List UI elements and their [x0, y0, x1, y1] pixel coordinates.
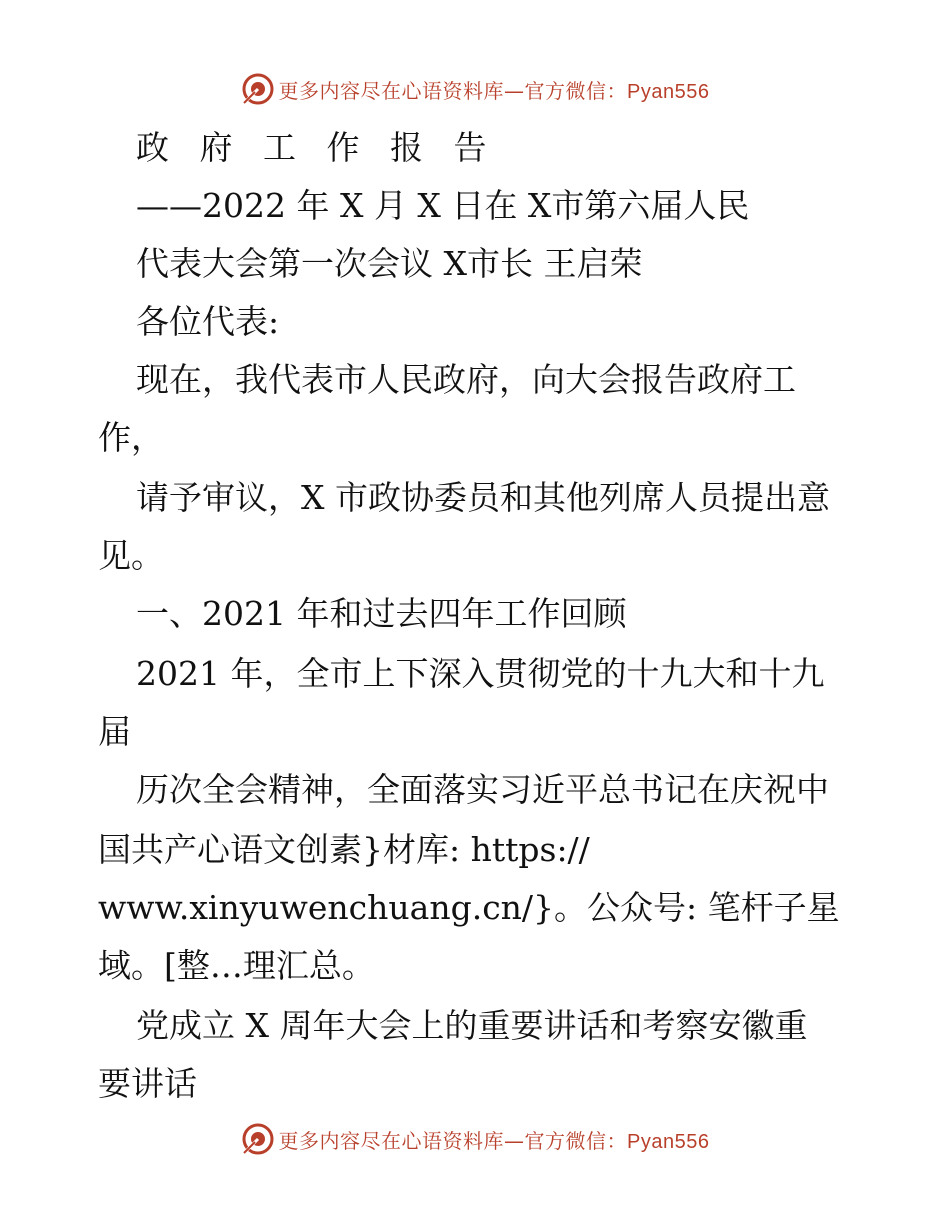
footer-banner: [0, 1122, 950, 1156]
document-subtitle-line-1: ——2022 年 X 月 X 日在 X市第六届人民: [136, 186, 750, 225]
paragraph-line: 请予审议，X 市政协委员和其他列席人员提出意: [136, 478, 830, 517]
paragraph-line: 域。[整…理汇总。: [98, 946, 375, 985]
paragraph-line: 历次全会精神，全面落实习近平总书记在庆祝中: [136, 770, 829, 809]
banner-wechat-handle: Pyan556: [627, 80, 710, 103]
paragraph-line: 要讲话: [98, 1064, 197, 1103]
paragraph-line: 2021 年，全市上下深入贯彻党的十九大和十九: [136, 654, 825, 693]
paragraph-line: 见。: [98, 536, 164, 575]
banner-wechat-label: 官方微信：: [524, 78, 628, 103]
paragraph-line: 作，: [98, 418, 164, 457]
banner-wechat-label: 官方微信：: [524, 1128, 628, 1153]
banner-dash: —: [504, 1128, 525, 1153]
document-subtitle-line-2: 代表大会第一次会议 X市长 王启荣: [136, 244, 643, 283]
paragraph-line: 届: [98, 712, 131, 751]
document-title: 政 府 工 作 报 告: [136, 128, 497, 167]
banner-dash: —: [504, 78, 525, 103]
banner-site-name: 更多内容尽在心语资料库: [278, 78, 505, 103]
pen-seal-logo-icon: [241, 1122, 275, 1156]
paragraph-line: 现在，我代表市人民政府，向大会报告政府工: [136, 360, 796, 399]
paragraph-line: 党成立 X 周年大会上的重要讲话和考察安徽重: [136, 1006, 808, 1045]
banner-text: [279, 1125, 710, 1154]
section-heading: 一、2021 年和过去四年工作回顾: [136, 594, 627, 633]
banner-text: [279, 75, 710, 104]
banner-site-name: 更多内容尽在心语资料库: [278, 1128, 505, 1153]
paragraph-line: www.xinyuwenchuang.cn/}。公众号: 笔杆子星: [98, 888, 840, 927]
banner-wechat-handle: Pyan556: [627, 1130, 710, 1153]
salutation: 各位代表:: [136, 302, 280, 341]
pen-seal-logo-icon: [241, 72, 275, 106]
header-banner: [0, 72, 950, 106]
paragraph-line: 国共产心语文创素}材库: https://: [98, 830, 590, 869]
